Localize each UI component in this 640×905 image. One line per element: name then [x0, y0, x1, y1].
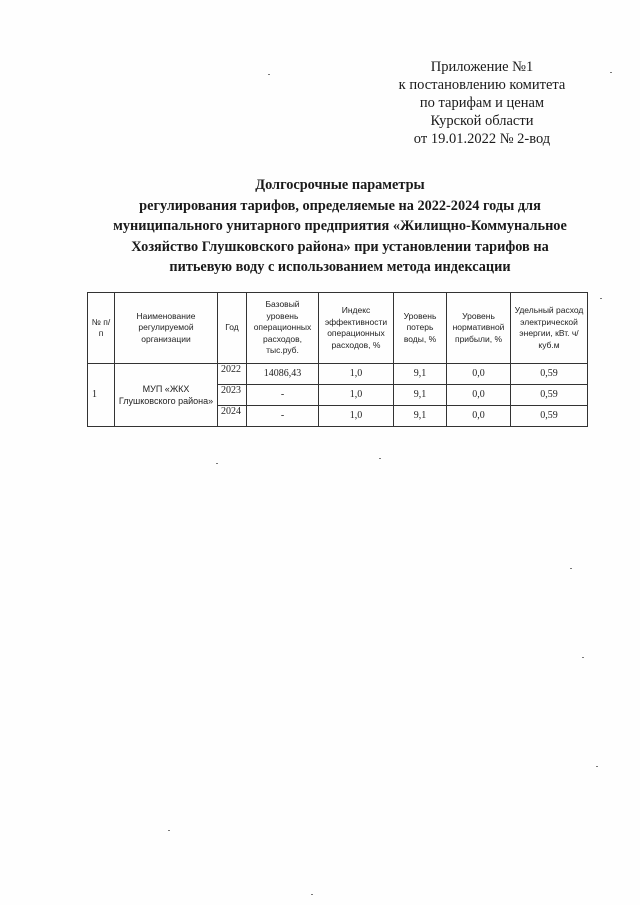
appendix-line: Приложение №1 — [430, 59, 534, 75]
energy-consumption-cell: 0,59 — [511, 406, 588, 427]
normative-profit-cell: 0,0 — [447, 406, 511, 427]
header-efficiency-index: Индекс эффективности операционных расходов, % — [319, 293, 394, 364]
scan-speck — [311, 894, 313, 895]
base-opex-cell: - — [247, 406, 319, 427]
header-organization: Наименование регулируемой организации — [115, 293, 218, 364]
appendix-line: к постановлению комитета — [398, 77, 566, 93]
title-line: Долгосрочные параметры — [255, 177, 425, 193]
base-opex-cell: - — [247, 385, 319, 406]
document-title — [90, 175, 590, 278]
year-cell: 2024 — [218, 406, 247, 427]
scan-speck — [600, 298, 602, 299]
title-line: Хозяйство Глушковского района» при установлении тарифов на — [131, 238, 549, 255]
table-header-row — [88, 293, 588, 364]
year-cell: 2023 — [218, 385, 247, 406]
water-loss-cell: 9,1 — [394, 406, 447, 427]
energy-consumption-cell: 0,59 — [511, 364, 588, 385]
scan-speck — [582, 657, 584, 658]
energy-consumption-cell: 0,59 — [511, 385, 588, 406]
efficiency-index-cell: 1,0 — [319, 385, 394, 406]
scan-speck — [570, 568, 572, 569]
appendix-line: по тарифам и ценам — [419, 95, 545, 111]
efficiency-index-cell: 1,0 — [319, 406, 394, 427]
row-number: 1 — [88, 364, 115, 427]
organization-name: МУП «ЖКХ Глушковского района» — [115, 364, 218, 427]
scan-speck — [268, 74, 270, 75]
title-line: питьевую воду с использованием метода индексации — [169, 259, 511, 275]
scan-speck — [379, 458, 381, 459]
header-year: Год — [218, 293, 247, 364]
normative-profit-cell: 0,0 — [447, 385, 511, 406]
base-opex-cell: 14086,43 — [247, 364, 319, 385]
year-cell: 2022 — [218, 364, 247, 385]
appendix-line: от 19.01.2022 № 2-вод — [413, 131, 551, 147]
water-loss-cell: 9,1 — [394, 385, 447, 406]
efficiency-index-cell: 1,0 — [319, 364, 394, 385]
scan-speck — [168, 830, 170, 831]
scan-speck — [610, 72, 612, 73]
header-water-loss: Уровень потерь воды, % — [394, 293, 447, 364]
header-base-opex: Базовый уровень операционных расходов, тыс.руб. — [247, 293, 319, 364]
appendix-line: Курской области — [430, 113, 534, 129]
normative-profit-cell: 0,0 — [447, 364, 511, 385]
title-line: регулирования тарифов, определяемые на 2022-2024 годы для — [139, 197, 541, 214]
tariff-parameters-table — [87, 292, 588, 427]
header-energy-consumption: Удельный расход электрической энергии, кВт. ч/куб.м — [511, 293, 588, 364]
scan-speck — [596, 766, 598, 767]
table-row — [88, 364, 588, 385]
header-normative-profit: Уровень нормативной прибыли, % — [447, 293, 511, 364]
scan-speck — [216, 463, 218, 464]
appendix-block — [372, 58, 592, 148]
title-line: муниципального унитарного предприятия «Жилищно-Коммунальное — [113, 218, 567, 234]
header-num: № п/п — [88, 293, 115, 364]
water-loss-cell: 9,1 — [394, 364, 447, 385]
